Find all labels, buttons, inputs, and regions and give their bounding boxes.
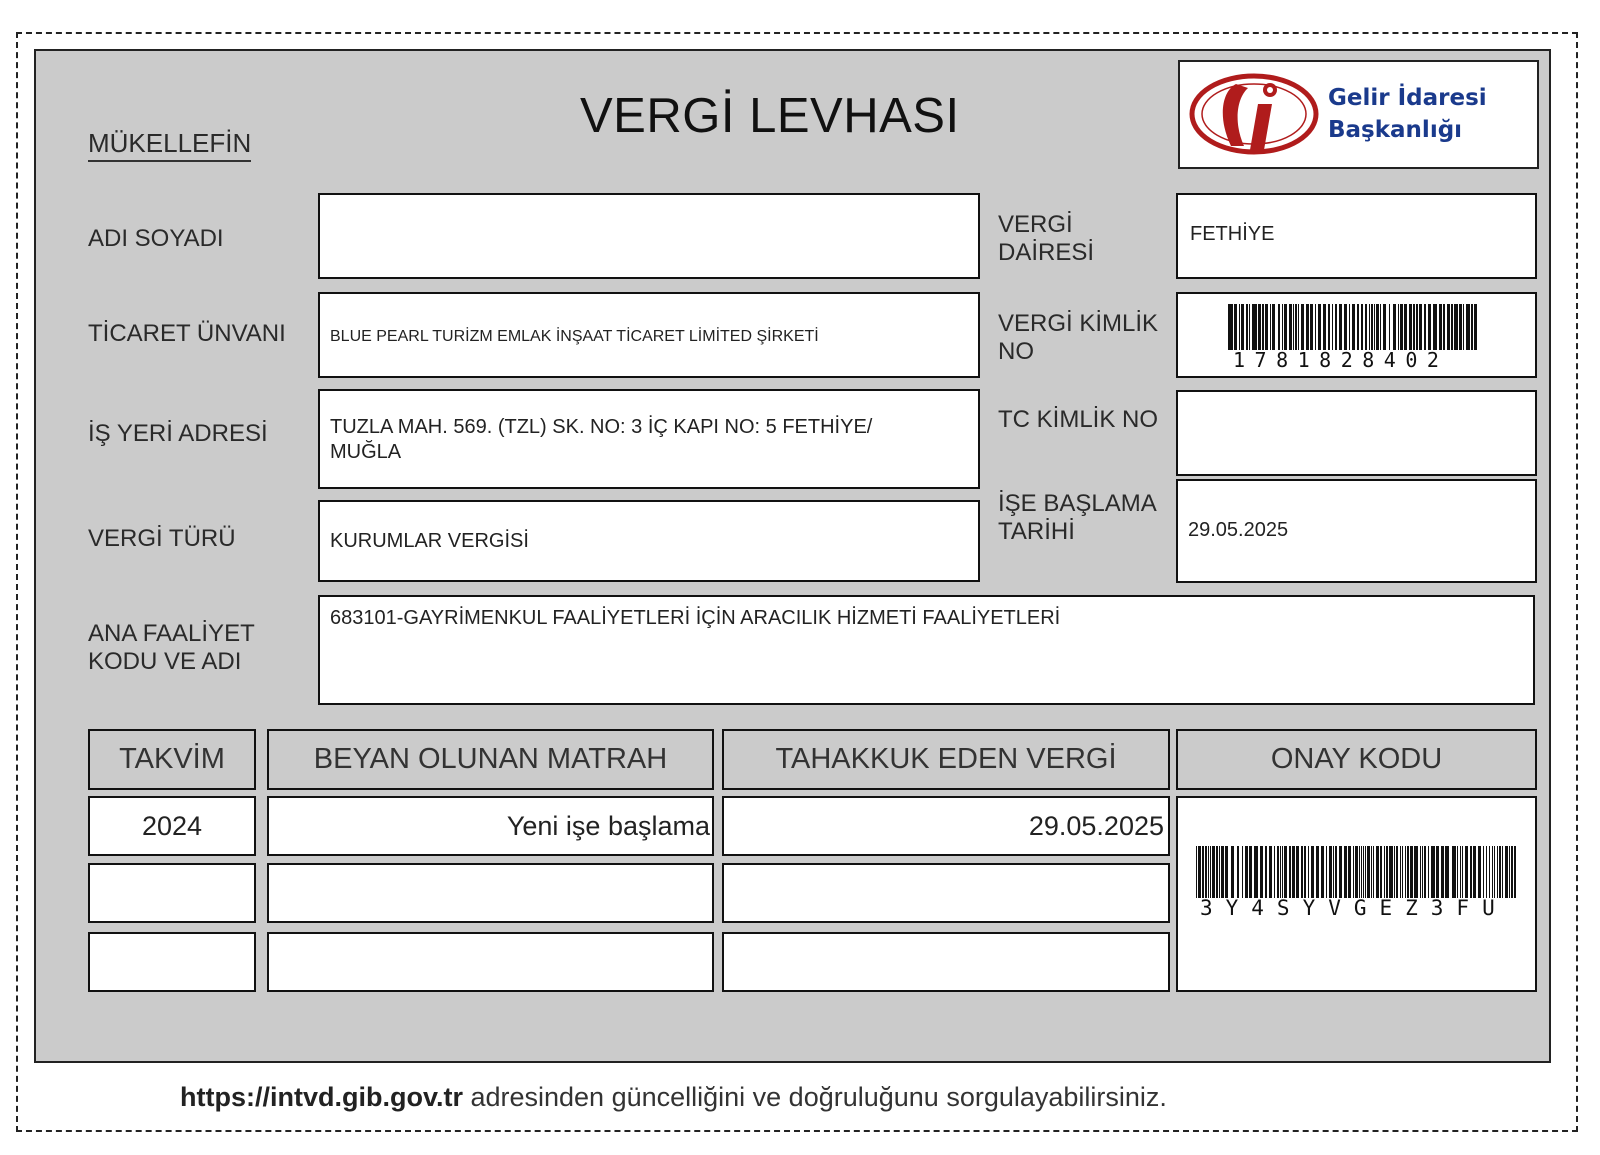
- barcode-bar: [1321, 846, 1324, 898]
- barcode-bar: [1289, 846, 1291, 898]
- barcode-bar: [1470, 846, 1472, 898]
- barcode-bar: [1265, 304, 1268, 350]
- field-vergi-turu: [318, 500, 980, 582]
- table-cell-takvim-3: [88, 932, 256, 992]
- barcode-bar: [1416, 304, 1418, 350]
- barcode-bar: [1339, 304, 1342, 350]
- barcode-bar: [1258, 304, 1261, 350]
- barcode-bar: [1365, 304, 1367, 350]
- barcode-bar: [1380, 304, 1381, 350]
- barcode-bar: [1384, 846, 1385, 898]
- barcode-bar: [1335, 846, 1337, 898]
- barcode-bar: [1269, 846, 1272, 898]
- barcode-bar: [1486, 846, 1487, 898]
- barcode-bar: [1494, 846, 1495, 898]
- label-vergi-kimlik-no-line1: VERGİ KİMLİK: [998, 310, 1159, 337]
- barcode-bar: [1260, 846, 1263, 898]
- barcode-bar: [1237, 846, 1239, 898]
- barcode-bar: [1387, 846, 1388, 898]
- label-ana-faaliyet-line2: KODU VE ADI: [88, 648, 242, 675]
- barcode-bar: [1245, 846, 1248, 898]
- field-vergi-dairesi: [1176, 193, 1537, 279]
- label-ise-baslama: [998, 490, 1157, 546]
- label-ana-faaliyet: [88, 620, 255, 676]
- barcode-bar: [1419, 304, 1422, 350]
- label-vergi-kimlik-no: [998, 310, 1158, 366]
- barcode-bar: [1376, 304, 1379, 350]
- barcode-bar: [1420, 846, 1421, 898]
- barcode-bar: [1424, 846, 1426, 898]
- barcode-bar: [1505, 846, 1508, 898]
- barcode-bar: [1254, 846, 1255, 898]
- barcode-bar: [1512, 846, 1513, 898]
- footer-url: https://intvd.gib.gov.tr: [180, 1082, 463, 1112]
- barcode-bar: [1466, 304, 1467, 350]
- barcode-bar: [1256, 304, 1257, 350]
- barcode-bar: [1392, 846, 1393, 898]
- barcode-bar: [1198, 846, 1201, 898]
- barcode-bar: [1434, 304, 1437, 350]
- barcode-bar: [1369, 304, 1370, 350]
- barcode-bar: [1445, 846, 1446, 898]
- barcode-bar: [1282, 304, 1283, 350]
- label-vergi-turu: VERGİ TÜRÜ: [88, 525, 236, 552]
- barcode-bar: [1432, 846, 1435, 898]
- barcode-bar: [1328, 304, 1330, 350]
- barcode-bar: [1404, 304, 1405, 350]
- barcode-bar: [1210, 846, 1211, 898]
- table-cell-vergi-3: [722, 932, 1170, 992]
- barcode-bar: [1429, 304, 1431, 350]
- barcode-bar: [1293, 304, 1294, 350]
- barcode-bar: [1451, 304, 1453, 350]
- barcode-bar: [1232, 304, 1233, 350]
- barcode-bar: [1221, 846, 1222, 898]
- table-cell-vergi-2: [722, 863, 1170, 923]
- barcode-bar: [1455, 846, 1456, 898]
- barcode-bar: [1231, 846, 1234, 898]
- barcode-bar: [1262, 304, 1263, 350]
- barcode-bar: [1332, 304, 1333, 350]
- barcode-bar: [1249, 304, 1250, 350]
- table-cell-takvim-1: 2024: [88, 796, 256, 856]
- barcode-bar: [1265, 846, 1267, 898]
- barcode-bar: [1428, 304, 1429, 350]
- barcode-bar: [1359, 846, 1360, 898]
- barcode-bar: [1410, 846, 1413, 898]
- barcode-bar: [1282, 846, 1283, 898]
- label-vergi-dairesi: [998, 211, 1094, 267]
- barcode-bar: [1463, 304, 1464, 350]
- barcode-bar: [1431, 846, 1432, 898]
- barcode-bar: [1255, 846, 1258, 898]
- barcode-bar: [1252, 304, 1255, 350]
- barcode-bar: [1219, 846, 1220, 898]
- footer-note: [180, 1082, 1167, 1113]
- barcode-bar: [1478, 846, 1481, 898]
- barcode-bar: [1323, 304, 1326, 350]
- barcode-bar: [1509, 846, 1510, 898]
- barcode-bar: [1357, 304, 1359, 350]
- barcode-bar: [1329, 846, 1332, 898]
- barcode-bar: [1402, 846, 1403, 898]
- barcode-bar: [1367, 846, 1370, 898]
- barcode-bar: [1405, 304, 1406, 350]
- barcode-bar: [1389, 846, 1390, 898]
- field-adi-soyadi: [318, 193, 980, 279]
- barcode-bar: [1511, 846, 1512, 898]
- barcode-bar: [1353, 846, 1354, 898]
- barcode-bar: [1292, 846, 1295, 898]
- value-is-yeri-adresi-line2: MUĞLA: [330, 441, 402, 463]
- label-tc-kimlik-no: TC KİMLİK NO: [998, 406, 1159, 433]
- barcode-bar: [1497, 846, 1498, 898]
- barcode-bar: [1344, 846, 1347, 898]
- barcode-bar: [1371, 304, 1373, 350]
- value-vergi-dairesi: FETHİYE: [1190, 223, 1275, 245]
- barcode-bar: [1374, 304, 1375, 350]
- barcode-bar: [1460, 846, 1461, 898]
- barcode-bar: [1284, 846, 1287, 898]
- label-adi-soyadi: ADI SOYADI: [88, 225, 224, 252]
- barcode-bar: [1471, 304, 1473, 350]
- barcode-bar: [1278, 304, 1280, 350]
- table-cell-matrah-1: Yeni işe başlama: [267, 796, 714, 856]
- barcode-bar: [1270, 304, 1271, 350]
- barcode-bar: [1428, 846, 1429, 898]
- barcode-bar: [1301, 304, 1304, 350]
- barcode-bar: [1272, 304, 1275, 350]
- barcode-bar: [1246, 304, 1248, 350]
- barcode-bar: [1381, 846, 1382, 898]
- barcode-bar: [1348, 846, 1351, 898]
- barcode-bar: [1308, 846, 1309, 898]
- field-ana-faaliyet: [318, 595, 1535, 705]
- barcode-bar: [1409, 304, 1412, 350]
- barcode-bar: [1514, 846, 1516, 898]
- label-vergi-dairesi-line2: DAİRESİ: [998, 239, 1095, 266]
- barcode-bar: [1376, 846, 1379, 898]
- barcode-bar: [1339, 846, 1342, 898]
- barcode-bar: [1249, 846, 1252, 898]
- barcode-bar: [1405, 846, 1406, 898]
- onay-kodu-barcode: [1196, 846, 1518, 898]
- barcode-bar: [1383, 304, 1386, 350]
- gib-logo-icon: [1186, 64, 1326, 164]
- barcode-bar: [1277, 846, 1279, 898]
- barcode-bar: [1422, 846, 1423, 898]
- barcode-bar: [1234, 304, 1237, 350]
- barcode-bar: [1400, 846, 1401, 898]
- barcode-bar: [1446, 846, 1449, 898]
- barcode-bar: [1400, 304, 1403, 350]
- barcode-bar: [1452, 846, 1455, 898]
- label-ise-baslama-line2: TARİHİ: [998, 518, 1075, 545]
- barcode-bar: [1474, 846, 1476, 898]
- barcode-bar: [1454, 304, 1455, 350]
- barcode-bar: [1242, 846, 1243, 898]
- barcode-bar: [1315, 304, 1316, 350]
- table-cell-matrah-2: [267, 863, 714, 923]
- barcode-bar: [1499, 846, 1500, 898]
- table-header-matrah: BEYAN OLUNAN MATRAH: [267, 729, 714, 790]
- field-vergi-kimlik-no: [1176, 292, 1537, 378]
- label-ticaret-unvani: TİCARET ÜNVANI: [88, 320, 286, 347]
- value-is-yeri-adresi-line1: TUZLA MAH. 569. (TZL) SK. NO: 3 İÇ KAPI NO: 5 FETHİYE/: [330, 416, 873, 438]
- barcode-bar: [1326, 846, 1327, 898]
- barcode-bar: [1406, 304, 1407, 350]
- value-ticaret-unvani: BLUE PEARL TURİZM EMLAK İNŞAAT TİCARET LİMİTED ŞİRKETİ: [330, 328, 819, 345]
- barcode-bar: [1394, 846, 1395, 898]
- barcode-bar: [1239, 304, 1240, 350]
- barcode-bar: [1436, 846, 1439, 898]
- barcode-bar: [1439, 304, 1442, 350]
- label-vergi-kimlik-no-line2: NO: [998, 338, 1034, 365]
- barcode-bar: [1393, 304, 1396, 350]
- barcode-bar: [1205, 846, 1207, 898]
- barcode-bar: [1241, 304, 1244, 350]
- footer-text: adresinden güncelliğini ve doğruluğunu sorgulayabilirsiniz.: [462, 1082, 1167, 1112]
- barcode-bar: [1352, 304, 1355, 350]
- barcode-bar: [1280, 846, 1281, 898]
- document-title: VERGİ LEVHASI: [580, 89, 960, 143]
- barcode-bar: [1212, 846, 1215, 898]
- barcode-bar: [1462, 846, 1463, 898]
- barcode-bar: [1311, 846, 1314, 898]
- barcode-bar: [1216, 846, 1218, 898]
- barcode-bar: [1433, 304, 1434, 350]
- logo-line1: Gelir İdaresi: [1328, 85, 1487, 111]
- onay-kodu-digits: 3Y4SYVGEZ3FU: [1200, 896, 1508, 920]
- barcode-bar: [1222, 846, 1224, 898]
- barcode-bar: [1447, 304, 1450, 350]
- barcode-bar: [1365, 846, 1366, 898]
- barcode-bar: [1441, 846, 1444, 898]
- barcode-bar: [1473, 846, 1474, 898]
- barcode-bar: [1289, 304, 1292, 350]
- field-tc-kimlik-no: [1176, 390, 1537, 476]
- vergi-kimlik-barcode: [1228, 304, 1480, 350]
- barcode-bar: [1386, 846, 1387, 898]
- barcode-bar: [1371, 846, 1372, 898]
- barcode-bar: [1225, 846, 1228, 898]
- barcode-bar: [1208, 846, 1209, 898]
- barcode-bar: [1228, 304, 1229, 350]
- barcode-bar: [1373, 846, 1374, 898]
- barcode-bar: [1316, 846, 1319, 898]
- barcode-bar: [1229, 304, 1232, 350]
- barcode-bar: [1202, 846, 1204, 898]
- barcode-bar: [1390, 846, 1392, 898]
- table-cell-vergi-1: 29.05.2025: [722, 796, 1170, 856]
- barcode-bar: [1500, 846, 1501, 898]
- barcode-bar: [1298, 304, 1299, 350]
- barcode-bar: [1455, 304, 1458, 350]
- barcode-bar: [1380, 846, 1381, 898]
- table-cell-takvim-2: [88, 863, 256, 923]
- field-ise-baslama: [1176, 479, 1537, 583]
- barcode-bar: [1407, 846, 1409, 898]
- barcode-bar: [1263, 304, 1264, 350]
- table-header-takvim: TAKVİM: [88, 729, 256, 790]
- barcode-bar: [1413, 304, 1415, 350]
- label-vergi-dairesi-line1: VERGİ: [998, 211, 1073, 238]
- barcode-bar: [1344, 304, 1347, 350]
- barcode-bar: [1310, 304, 1313, 350]
- label-ise-baslama-line1: İŞE BAŞLAMA: [998, 490, 1157, 517]
- barcode-bar: [1333, 846, 1334, 898]
- barcode-bar: [1474, 304, 1477, 350]
- vergi-kimlik-digits: 1781828402: [1233, 348, 1449, 372]
- barcode-bar: [1361, 304, 1363, 350]
- barcode-bar: [1414, 846, 1415, 898]
- barcode-bar: [1396, 846, 1398, 898]
- value-ana-faaliyet: 683101-GAYRİMENKUL FAALİYETLERİ İÇİN ARACILIK HİZMETİ FAALİYETLERİ: [330, 607, 1061, 629]
- value-vergi-turu: KURUMLAR VERGİSİ: [330, 530, 529, 552]
- table-cell-matrah-3: [267, 932, 714, 992]
- label-is-yeri-adresi: İŞ YERİ ADRESİ: [88, 420, 268, 447]
- barcode-bar: [1304, 846, 1306, 898]
- barcode-bar: [1349, 304, 1350, 350]
- barcode-bar: [1457, 846, 1458, 898]
- section-label: MÜKELLEFİN: [88, 128, 251, 162]
- barcode-bar: [1502, 846, 1503, 898]
- table-header-onay-kodu: ONAY KODU: [1176, 729, 1537, 790]
- barcode-bar: [1467, 304, 1470, 350]
- barcode-bar: [1318, 304, 1321, 350]
- barcode-bar: [1274, 846, 1275, 898]
- barcode-bar: [1335, 304, 1337, 350]
- barcode-bar: [1196, 846, 1197, 898]
- barcode-bar: [1465, 846, 1468, 898]
- barcode-bar: [1284, 304, 1287, 350]
- table-cell-onay-kodu: [1176, 796, 1537, 992]
- barcode-bar: [1361, 846, 1362, 898]
- table-header-vergi: TAHAKKUK EDEN VERGİ: [722, 729, 1170, 790]
- barcode-bar: [1355, 846, 1358, 898]
- barcode-bar: [1363, 846, 1364, 898]
- gib-logo: [1178, 60, 1539, 169]
- barcode-bar: [1389, 304, 1390, 350]
- barcode-bar: [1489, 846, 1490, 898]
- barcode-bar: [1424, 304, 1426, 350]
- field-is-yeri-adresi: [318, 389, 980, 489]
- barcode-bar: [1492, 846, 1493, 898]
- barcode-bar: [1443, 304, 1445, 350]
- logo-line2: Başkanlığı: [1328, 117, 1463, 143]
- barcode-bar: [1459, 304, 1460, 350]
- label-ana-faaliyet-line1: ANA FAALİYET: [88, 620, 255, 647]
- barcode-bar: [1398, 304, 1399, 350]
- barcode-bar: [1306, 304, 1309, 350]
- barcode-bar: [1296, 846, 1299, 898]
- barcode-bar: [1483, 846, 1484, 898]
- barcode-bar: [1460, 304, 1462, 350]
- barcode-bar: [1255, 304, 1256, 350]
- barcode-bar: [1295, 304, 1297, 350]
- barcode-bar: [1301, 846, 1303, 898]
- field-ticaret-unvani: [318, 292, 980, 378]
- barcode-bar: [1415, 846, 1418, 898]
- value-ise-baslama: 29.05.2025: [1188, 519, 1289, 541]
